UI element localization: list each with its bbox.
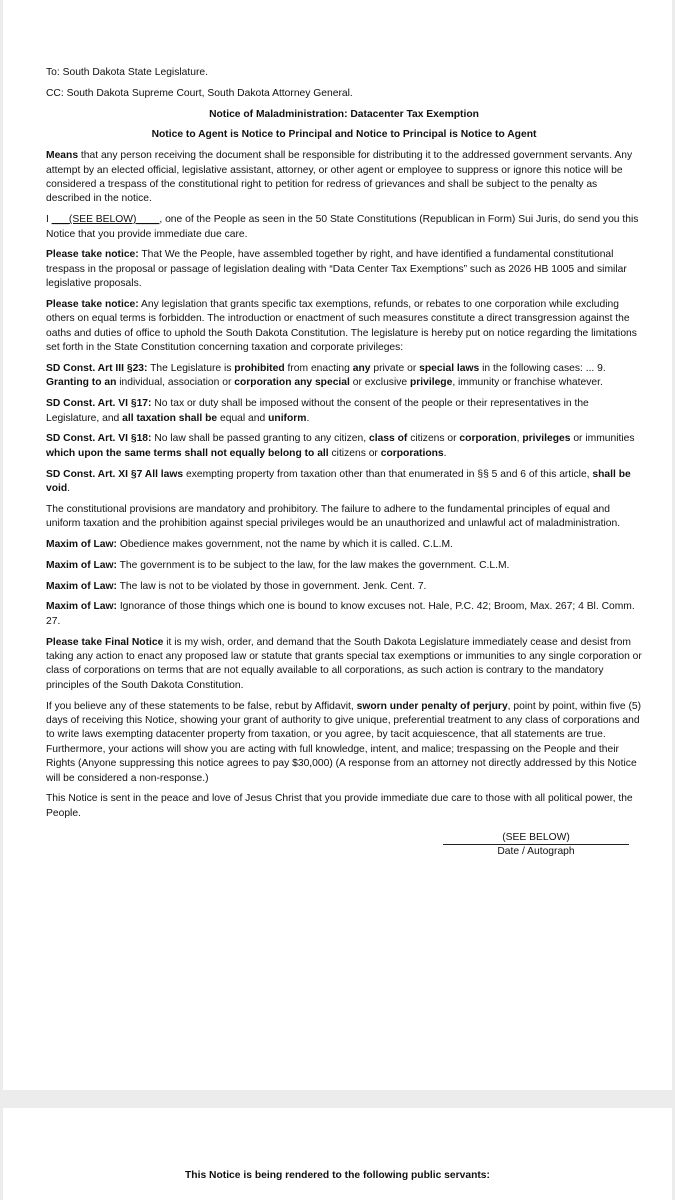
- notice-paragraph-1: [46, 248, 642, 291]
- art3-text-7: , immunity or franchise whatever.: [452, 377, 603, 389]
- signature-line: (SEE BELOW): [443, 831, 629, 845]
- public-servants-heading: This Notice is being rendered to the following public servants:: [185, 1170, 490, 1181]
- maxim-paragraph-2: [46, 559, 642, 573]
- maxim-paragraph-3: [46, 580, 642, 594]
- maxim-label-4: Maxim of Law:: [46, 601, 117, 613]
- means-label: Means: [46, 150, 79, 162]
- notice-page-2: [3, 1108, 672, 1200]
- notice-page-1: [3, 0, 672, 1090]
- intro-paragraph: [46, 213, 642, 242]
- art11-text-2: .: [67, 483, 71, 495]
- final-notice-text: it is my wish, order, and demand that the South Dakota Legislature immediately cease and desist from taking any action to enact any proposed law or statute that grants special tax exemptions or immunities to any single corporation or class of corporations on terms that are not equally available to all corporations, as such action is contrary to the mandatory principles of the South Dakota Constitution.: [46, 636, 642, 691]
- maxim-label-1: Maxim of Law:: [46, 539, 117, 551]
- cc-line: CC: South Dakota Supreme Court, South Dakota Attorney General.: [46, 87, 353, 99]
- to-line: To: South Dakota State Legislature.: [46, 67, 208, 78]
- art6-17-text-2: equal and: [217, 412, 269, 424]
- art6-18-text-3: ,: [516, 433, 523, 445]
- art3-text-1: The Legislature is: [147, 363, 235, 375]
- maxim-text-4: Ignorance of those things which one is bound to know excuses not. Hale, P.C. 42; Broom, Max. 267; 4 Bl. Comm. 27.: [46, 601, 635, 627]
- notice-paragraph-2: [46, 298, 642, 356]
- art6-18-paragraph: [46, 432, 642, 461]
- art6-17-bold-1: all taxation shall be: [122, 412, 218, 424]
- art6-18-bold-1: class of: [368, 433, 408, 445]
- art6-17-bold-2: uniform: [268, 412, 307, 424]
- art6-17-text-3: .: [306, 412, 310, 424]
- art3-bold-6: privilege: [409, 377, 453, 389]
- art6-18-bold-3: privileges: [522, 433, 571, 445]
- art6-17-label: SD Const. Art. VI §17:: [46, 398, 152, 410]
- art6-18-text-2: citizens or: [407, 433, 460, 445]
- closing-paragraph: This Notice is sent in the peace and love of Jesus Christ that you provide immediate due care to those with all political power, the People.: [46, 793, 633, 819]
- provisions-paragraph: The constitutional provisions are mandatory and prohibitory. The failure to adhere to the fundamental principles of equal and uniform taxation and the prohibition against special privileges would be an unauthorized and unlawful act of maladministration.: [46, 503, 621, 530]
- maxim-label-3: Maxim of Law:: [46, 580, 117, 592]
- means-text: that any person receiving the document shall be responsible for distributing it to the addressed government servants. Any attempt by an elected official, legislative assistant, attorney, or other agent or employee to suppress or ignore this notice will be considered a trespass of the constitutional right to petition for redress of grievances and shall be subject to the penalty as described in the notice.: [46, 150, 633, 205]
- art6-18-text-6: .: [443, 447, 447, 459]
- intro-blank-field: ___(SEE BELOW)____: [51, 214, 160, 226]
- art3-text-3: private or: [370, 363, 420, 375]
- art3-bold-1: prohibited: [234, 363, 285, 375]
- intro-text: , one of the People as seen in the 50 State Constitutions (Republican in Form) Sui Juris, do send you this Notice that you provide immediate due care.: [46, 214, 639, 240]
- notice-title: Notice of Maladministration: Datacenter Tax Exemption: [209, 108, 479, 120]
- final-notice-paragraph: [46, 636, 642, 694]
- maxim-text-1: Obedience makes government, not the name by which it is called. C.L.M.: [116, 539, 453, 551]
- art6-17-paragraph: [46, 397, 642, 426]
- art3-bold-4: Granting to an: [46, 377, 117, 389]
- signature-block: [443, 831, 629, 859]
- art6-18-text-1: No law shall be passed granting to any citizen,: [151, 433, 369, 445]
- art6-18-text-5: citizens or: [328, 447, 381, 459]
- art6-18-bold-2: corporation: [459, 433, 517, 445]
- maxim-label-2: Maxim of Law:: [46, 559, 117, 571]
- notice-subtitle: Notice to Agent is Notice to Principal and Notice to Principal is Notice to Agent: [151, 129, 537, 141]
- art3-paragraph: [46, 362, 642, 391]
- notice2-label: Please take notice:: [46, 299, 139, 311]
- art11-text-1: exempting property from taxation other than that enumerated in §§ 5 and 6 of this article,: [183, 468, 593, 480]
- art3-bold-2: any: [352, 363, 371, 375]
- maxim-paragraph-4: [46, 600, 642, 629]
- signature-label: Date / Autograph: [497, 846, 575, 858]
- art3-text-6: or exclusive: [349, 377, 410, 389]
- notice1-label: Please take notice:: [46, 249, 139, 261]
- art6-18-bold-5: corporations: [380, 447, 444, 459]
- art11-label: SD Const. Art. XI §7 All laws: [46, 468, 184, 480]
- intro-i: I: [46, 214, 52, 226]
- rebut-paragraph: [46, 700, 642, 786]
- art3-text-5: individual, association or: [116, 377, 235, 389]
- art3-text-2: from enacting: [284, 363, 353, 375]
- rebut-bold-1: sworn under penalty of perjury: [356, 700, 508, 712]
- art3-bold-5: corporation any special: [234, 377, 350, 389]
- final-notice-label: Please take Final Notice: [46, 636, 164, 648]
- art3-bold-3: special laws: [419, 363, 480, 375]
- art6-18-bold-4: which upon the same terms shall not equally belong to all: [46, 447, 329, 459]
- means-paragraph: [46, 149, 642, 207]
- maxim-text-3: The law is not to be violated by those in government. Jenk. Cent. 7.: [116, 580, 427, 592]
- notice2-text: Any legislation that grants specific tax exemptions, refunds, or rebates to one corporation while excluding others on equal terms is forbidden. The introduction or enactment of such measures constitute a direct transgression against the oaths and duties of office to uphold the South Dakota Constitution. The legislature is hereby put on notice regarding the limitations set forth in the State Constitution concerning taxation and corporate privileges:: [46, 299, 637, 354]
- rebut-text-2: , point by point, within five (5) days of receiving this Notice, showing your grant of authority to give unique, preferential treatment to any class of corporations and to write laws exempting datacenter property from taxation, or you agree, by tacit acquiescence, that all statements are true. Furthermore, your actions will show you are acting with full knowledge, intent, and malice; trespassing on the People and their Rights (Anyone suppressing this notice agrees to pay $30,000) (A response from an attorney not directly addressed by this Notice will be considered a non-response.): [46, 700, 642, 784]
- rebut-text-1: If you believe any of these statements to be false, rebut by Affidavit,: [46, 700, 357, 712]
- art6-18-label: SD Const. Art. VI §18:: [46, 433, 152, 445]
- art6-17-text-1: No tax or duty shall be imposed without the consent of the people or their representatives in the Legislature, and: [46, 398, 589, 424]
- art3-label: SD Const. Art III §23:: [46, 363, 148, 375]
- art11-bold-1: shall be void: [46, 468, 631, 495]
- art11-paragraph: [46, 468, 642, 497]
- maxim-text-2: The government is to be subject to the law, for the law makes the government. C.L.M.: [116, 559, 510, 571]
- art3-text-4: in the following cases: ... 9.: [479, 363, 606, 375]
- maxim-paragraph-1: [46, 538, 642, 552]
- art6-18-text-4: or immunities: [570, 433, 635, 445]
- notice1-text: That We the People, have assembled together by right, and have identified a fundamental constitutional trespass in the proposal or passage of legislation dealing with “Data Center Tax Exemptions” such as 2026 HB 1005 and similar legislative proposals.: [46, 249, 627, 290]
